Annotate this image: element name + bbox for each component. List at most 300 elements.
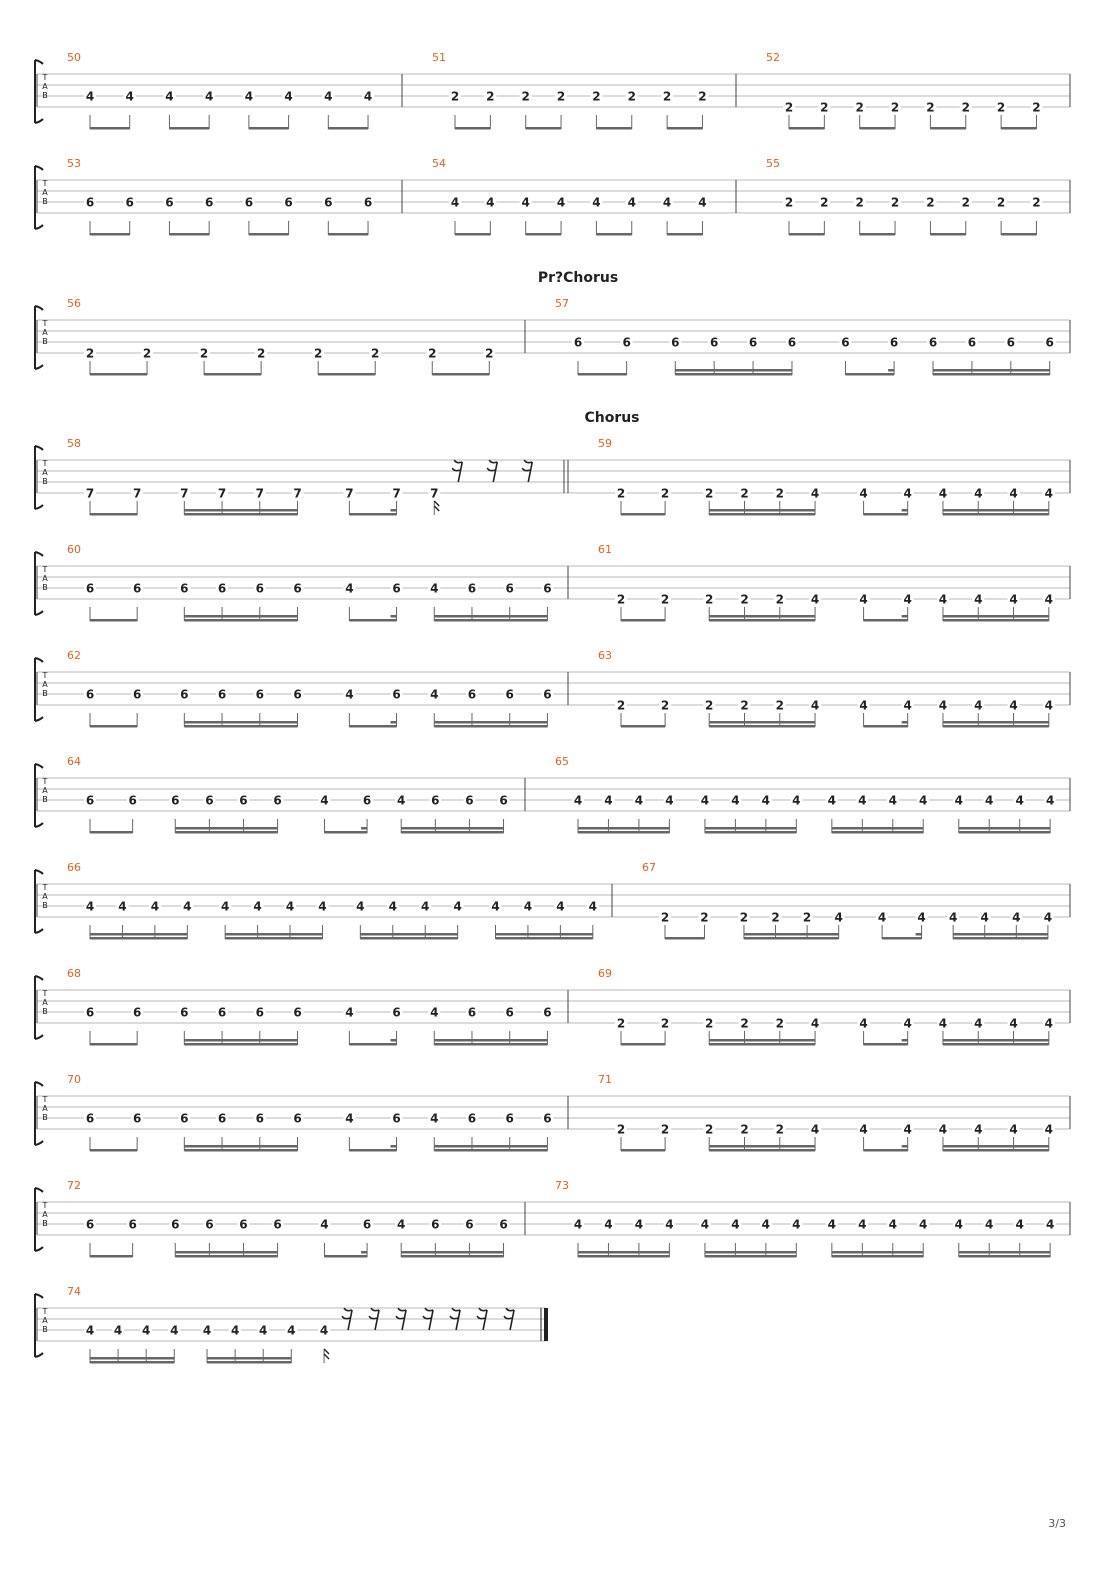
fret-number: 6	[1045, 335, 1054, 350]
beam	[578, 831, 669, 834]
tab-clef-letter: A	[42, 1104, 48, 1113]
fret-number: 2	[802, 910, 812, 925]
fret-number: 2	[371, 346, 380, 361]
fret-number: 4	[421, 899, 430, 914]
fret-number: 6	[671, 335, 680, 350]
beam	[175, 1255, 277, 1258]
fret-number: 6	[543, 1111, 552, 1126]
fret-number: 2	[705, 1016, 714, 1031]
fret-number: 4	[141, 1323, 151, 1338]
fret-number: 2	[256, 346, 266, 361]
fret-number: 6	[85, 793, 95, 808]
fret-number: 6	[293, 687, 302, 702]
beam	[596, 233, 631, 236]
fret-number: 4	[397, 1217, 406, 1232]
fret-number: 4	[859, 1016, 868, 1031]
beam	[90, 233, 130, 236]
beam-secondary	[434, 721, 547, 724]
fret-number: 4	[634, 793, 644, 808]
fret-number: 4	[604, 793, 613, 808]
beam-secondary	[943, 1039, 1049, 1042]
fret-number: 6	[505, 1111, 514, 1126]
fret-number: 2	[660, 486, 670, 501]
fret-number: 6	[841, 335, 850, 350]
fret-number: 6	[244, 195, 254, 210]
fret-number: 2	[771, 910, 780, 925]
fret-number: 4	[318, 899, 327, 914]
bar-number: 62	[67, 649, 81, 662]
fret-number: 4	[761, 1217, 771, 1232]
fret-number: 6	[128, 793, 137, 808]
fret-number: 4	[320, 793, 329, 808]
fret-number: 2	[662, 89, 672, 104]
fret-number: 2	[592, 89, 601, 104]
fret-number: 4	[665, 1217, 674, 1232]
fret-number: 4	[356, 899, 365, 914]
beam	[184, 513, 297, 516]
beam	[943, 725, 1049, 728]
beam	[621, 513, 665, 516]
bar-number: 56	[67, 297, 81, 310]
bar-number: 67	[642, 861, 656, 874]
tab-clef-letter: B	[42, 477, 48, 486]
beam	[705, 831, 796, 834]
beam	[709, 1043, 815, 1046]
fret-number: 6	[431, 1217, 440, 1232]
fret-number: 7	[132, 486, 142, 501]
fret-number: 6	[204, 195, 214, 210]
fret-number: 4	[85, 89, 95, 104]
fret-number: 6	[239, 1217, 248, 1232]
note-flag	[434, 501, 439, 511]
beam	[90, 831, 133, 834]
fret-number: 4	[858, 793, 867, 808]
fret-number: 6	[128, 1217, 137, 1232]
fret-number: 4	[319, 1323, 329, 1338]
beam-secondary	[434, 1145, 547, 1148]
fret-number: 4	[810, 1122, 820, 1137]
beam-secondary	[175, 1251, 277, 1254]
fret-number: 6	[499, 793, 508, 808]
fret-number: 4	[827, 793, 837, 808]
fret-number: 4	[259, 1323, 268, 1338]
tab-clef-letter: B	[42, 1113, 48, 1122]
fret-number: 4	[903, 1016, 912, 1031]
fret-number: 2	[996, 100, 1006, 115]
beam	[667, 233, 702, 236]
fret-number: 4	[521, 195, 530, 210]
beam	[349, 619, 396, 622]
bar-number: 68	[67, 967, 81, 980]
fret-number: 4	[125, 89, 134, 104]
fret-number: 2	[85, 346, 95, 361]
fret-number: 4	[220, 899, 230, 914]
fret-number: 2	[428, 346, 437, 361]
beam	[578, 1255, 669, 1258]
fret-number: 6	[217, 687, 227, 702]
beam	[959, 831, 1050, 834]
fret-number: 6	[467, 1005, 477, 1020]
fret-number: 4	[954, 1217, 963, 1232]
beam	[90, 1043, 137, 1046]
beam-secondary	[184, 721, 297, 724]
fret-number: 4	[810, 486, 820, 501]
fret-number: 4	[938, 1122, 948, 1137]
fret-number: 4	[1015, 1217, 1024, 1232]
fret-number: 2	[740, 698, 749, 713]
fret-number: 6	[132, 1111, 142, 1126]
beam	[184, 725, 297, 728]
beam-partial	[902, 1145, 908, 1148]
fret-number: 4	[430, 581, 439, 596]
fret-number: 6	[467, 1111, 477, 1126]
fret-number: 4	[938, 486, 948, 501]
fret-number: 4	[85, 1323, 95, 1338]
fret-number: 6	[967, 335, 977, 350]
fret-number: 4	[974, 698, 983, 713]
fret-number: 2	[705, 486, 714, 501]
fret-number: 2	[616, 698, 626, 713]
fret-number: 4	[858, 1217, 867, 1232]
fret-number: 6	[543, 687, 552, 702]
fret-number: 2	[705, 592, 714, 607]
fret-number: 4	[592, 195, 601, 210]
fret-number: 4	[1044, 698, 1054, 713]
fret-number: 6	[505, 581, 514, 596]
fret-number: 6	[85, 687, 95, 702]
beam	[249, 127, 289, 130]
bar-number: 55	[766, 157, 780, 170]
beam	[175, 831, 277, 834]
tab-clef-letter: T	[42, 883, 48, 892]
fret-number: 6	[392, 1111, 401, 1126]
beam	[943, 1149, 1049, 1152]
fret-number: 4	[662, 195, 672, 210]
fret-number: 2	[700, 910, 709, 925]
fret-number: 6	[85, 581, 95, 596]
beam-secondary	[184, 615, 297, 618]
beam	[90, 513, 137, 516]
tab-clef-letter: T	[42, 777, 48, 786]
beam	[184, 619, 297, 622]
fret-number: 4	[320, 1217, 329, 1232]
bar-number: 64	[67, 755, 81, 768]
beam-partial	[391, 721, 397, 724]
fret-number: 4	[919, 793, 928, 808]
fret-number: 4	[345, 1005, 354, 1020]
fret-number: 2	[926, 100, 935, 115]
fret-number: 4	[1045, 1217, 1055, 1232]
fret-number: 6	[467, 581, 477, 596]
fret-number: 2	[775, 1122, 784, 1137]
fret-number: 2	[616, 1016, 626, 1031]
beam-secondary	[495, 933, 592, 936]
fret-number: 6	[180, 581, 189, 596]
fret-number: 6	[205, 1217, 214, 1232]
beam	[864, 1149, 908, 1152]
fret-number: 4	[118, 899, 127, 914]
fret-number: 6	[180, 687, 189, 702]
beam-secondary	[705, 827, 796, 830]
fret-number: 4	[285, 899, 295, 914]
beam	[845, 373, 894, 376]
fret-number: 6	[284, 195, 293, 210]
fret-number: 4	[345, 1111, 354, 1126]
fret-number: 6	[217, 1111, 227, 1126]
fret-number: 4	[1009, 486, 1018, 501]
beam	[90, 1361, 174, 1364]
beam	[324, 1255, 367, 1258]
fret-number: 4	[627, 195, 636, 210]
fret-number: 2	[485, 346, 494, 361]
fret-number: 2	[775, 486, 784, 501]
section-label: Chorus	[584, 410, 640, 426]
beam	[864, 1043, 908, 1046]
beam-secondary	[709, 509, 815, 512]
beam-secondary	[709, 1145, 815, 1148]
beam	[789, 127, 824, 130]
beam	[360, 937, 457, 940]
beam	[432, 373, 489, 376]
fret-number: 4	[183, 899, 192, 914]
bar-number: 72	[67, 1179, 81, 1192]
beam	[90, 1255, 133, 1258]
tab-clef-letter: A	[42, 998, 48, 1007]
beam	[832, 1255, 923, 1258]
fret-number: 6	[255, 1005, 264, 1020]
beam	[933, 373, 1050, 376]
fret-number: 4	[345, 687, 354, 702]
beam	[401, 1255, 503, 1258]
fret-number: 6	[363, 195, 373, 210]
fret-number: 6	[392, 687, 401, 702]
fret-number: 4	[810, 592, 820, 607]
fret-number: 4	[731, 1217, 740, 1232]
beam-secondary	[90, 933, 187, 936]
fret-number: 4	[453, 899, 462, 914]
fret-number: 6	[125, 195, 134, 210]
fret-number: 6	[928, 335, 938, 350]
beam	[90, 1149, 137, 1152]
fret-number: 6	[273, 1217, 282, 1232]
fret-number: 6	[392, 581, 401, 596]
fret-number: 4	[165, 89, 174, 104]
tab-clef-letter: A	[42, 786, 48, 795]
beam	[249, 233, 289, 236]
fret-number: 4	[491, 899, 500, 914]
fret-number: 6	[1006, 335, 1016, 350]
fret-number: 2	[926, 195, 935, 210]
fret-number: 6	[748, 335, 758, 350]
beam-secondary	[709, 1039, 815, 1042]
fret-number: 4	[204, 89, 214, 104]
page-number: 3/3	[1048, 1517, 1066, 1530]
tab-clef-letter: B	[42, 1325, 48, 1334]
fret-number: 2	[556, 89, 566, 104]
beam-secondary	[959, 827, 1050, 830]
beam	[943, 513, 1049, 516]
fret-number: 6	[467, 687, 477, 702]
bar-number: 63	[598, 649, 612, 662]
beam-secondary	[90, 1357, 174, 1360]
fret-number: 4	[1043, 910, 1053, 925]
beam-secondary	[401, 827, 503, 830]
bar-number: 54	[432, 157, 446, 170]
beam	[621, 1149, 665, 1152]
fret-number: 4	[903, 592, 912, 607]
fret-number: 4	[792, 793, 801, 808]
fret-number: 4	[974, 486, 983, 501]
beam-secondary	[959, 1251, 1050, 1254]
fret-number: 6	[255, 687, 264, 702]
beam-secondary	[709, 615, 815, 618]
fret-number: 2	[855, 100, 864, 115]
beam-partial	[902, 1039, 908, 1042]
fret-number: 4	[450, 195, 460, 210]
bar-number: 71	[598, 1073, 612, 1086]
beam	[675, 373, 792, 376]
beam	[455, 233, 490, 236]
fret-number: 4	[1044, 1122, 1054, 1137]
beam	[667, 127, 702, 130]
fret-number: 4	[556, 195, 566, 210]
fret-number: 4	[938, 1016, 948, 1031]
fret-number: 2	[740, 486, 749, 501]
tab-clef-letter: A	[42, 574, 48, 583]
fret-number: 2	[740, 592, 749, 607]
fret-number: 4	[954, 793, 963, 808]
beam-secondary	[184, 1039, 297, 1042]
fret-number: 6	[293, 581, 302, 596]
beam	[204, 373, 261, 376]
fret-number: 2	[313, 346, 323, 361]
beam	[860, 127, 895, 130]
beam-partial	[902, 721, 908, 724]
fret-number: 7	[85, 486, 95, 501]
fret-number: 6	[293, 1111, 302, 1126]
bar-number: 65	[555, 755, 569, 768]
beam	[953, 937, 1048, 940]
bar-number: 66	[67, 861, 81, 874]
fret-number: 2	[521, 89, 530, 104]
note-flag	[324, 1349, 329, 1359]
tab-clef-letter: A	[42, 82, 48, 91]
beam	[860, 233, 895, 236]
fret-number: 4	[919, 1217, 928, 1232]
fret-number: 2	[740, 1122, 749, 1137]
fret-number: 4	[1044, 486, 1054, 501]
fret-number: 6	[392, 1005, 401, 1020]
fret-number: 2	[784, 195, 794, 210]
fret-number: 4	[903, 486, 912, 501]
beam	[930, 127, 965, 130]
fret-number: 6	[255, 581, 264, 596]
fret-number: 4	[1015, 793, 1024, 808]
fret-number: 4	[388, 899, 397, 914]
fret-number: 6	[709, 335, 719, 350]
fret-number: 2	[961, 100, 970, 115]
beam-secondary	[578, 827, 669, 830]
fret-number: 2	[486, 89, 495, 104]
beam	[90, 937, 187, 940]
beam-secondary	[184, 509, 297, 512]
fret-number: 6	[217, 581, 227, 596]
beam	[434, 1149, 547, 1152]
fret-number: 4	[523, 899, 533, 914]
fret-number: 4	[1044, 1016, 1054, 1031]
beam	[709, 513, 815, 516]
fret-number: 4	[985, 1217, 994, 1232]
fret-number: 6	[132, 581, 142, 596]
fret-number: 4	[287, 1323, 296, 1338]
fret-number: 4	[938, 592, 948, 607]
fret-number: 4	[150, 899, 160, 914]
fret-number: 4	[974, 1122, 983, 1137]
fret-number: 6	[85, 195, 95, 210]
fret-number: 7	[293, 486, 302, 501]
fret-number: 4	[938, 698, 948, 713]
fret-number: 4	[903, 698, 912, 713]
beam-secondary	[953, 933, 1048, 936]
fret-number: 2	[775, 1016, 784, 1031]
fret-number: 6	[573, 335, 583, 350]
fret-number: 4	[573, 793, 583, 808]
fret-number: 6	[543, 581, 552, 596]
fret-number: 4	[888, 1217, 897, 1232]
fret-number: 7	[217, 486, 227, 501]
fret-number: 6	[505, 1005, 514, 1020]
fret-number: 4	[698, 195, 707, 210]
beam	[705, 1255, 796, 1258]
beam	[665, 937, 704, 940]
tab-clef-letter: B	[42, 795, 48, 804]
fret-number: 2	[660, 698, 670, 713]
beam	[959, 1255, 1050, 1258]
beam	[526, 127, 561, 130]
fret-number: 4	[1009, 698, 1018, 713]
fret-number: 4	[556, 899, 565, 914]
beam-secondary	[207, 1357, 291, 1360]
beam	[930, 233, 965, 236]
fret-number: 4	[85, 899, 95, 914]
fret-number: 4	[700, 1217, 710, 1232]
fret-number: 2	[740, 1016, 749, 1031]
bar-number: 53	[67, 157, 81, 170]
fret-number: 7	[255, 486, 264, 501]
fret-number: 4	[985, 793, 994, 808]
fret-number: 2	[855, 195, 864, 210]
beam-secondary	[832, 827, 923, 830]
fret-number: 6	[324, 195, 333, 210]
fret-number: 4	[634, 1217, 644, 1232]
fret-number: 7	[430, 486, 439, 501]
beam-secondary	[401, 1251, 503, 1254]
tab-clef-letter: B	[42, 901, 48, 910]
beam	[207, 1361, 291, 1364]
beam	[349, 725, 396, 728]
beam	[328, 127, 368, 130]
fret-number: 2	[199, 346, 209, 361]
beam-secondary	[709, 721, 815, 724]
fret-number: 4	[1009, 1122, 1018, 1137]
beam-partial	[391, 1039, 397, 1042]
beam	[328, 233, 368, 236]
beam	[169, 233, 209, 236]
fret-number: 2	[739, 910, 749, 925]
fret-number: 4	[827, 1217, 837, 1232]
beam	[709, 619, 815, 622]
fret-number: 6	[293, 1005, 302, 1020]
